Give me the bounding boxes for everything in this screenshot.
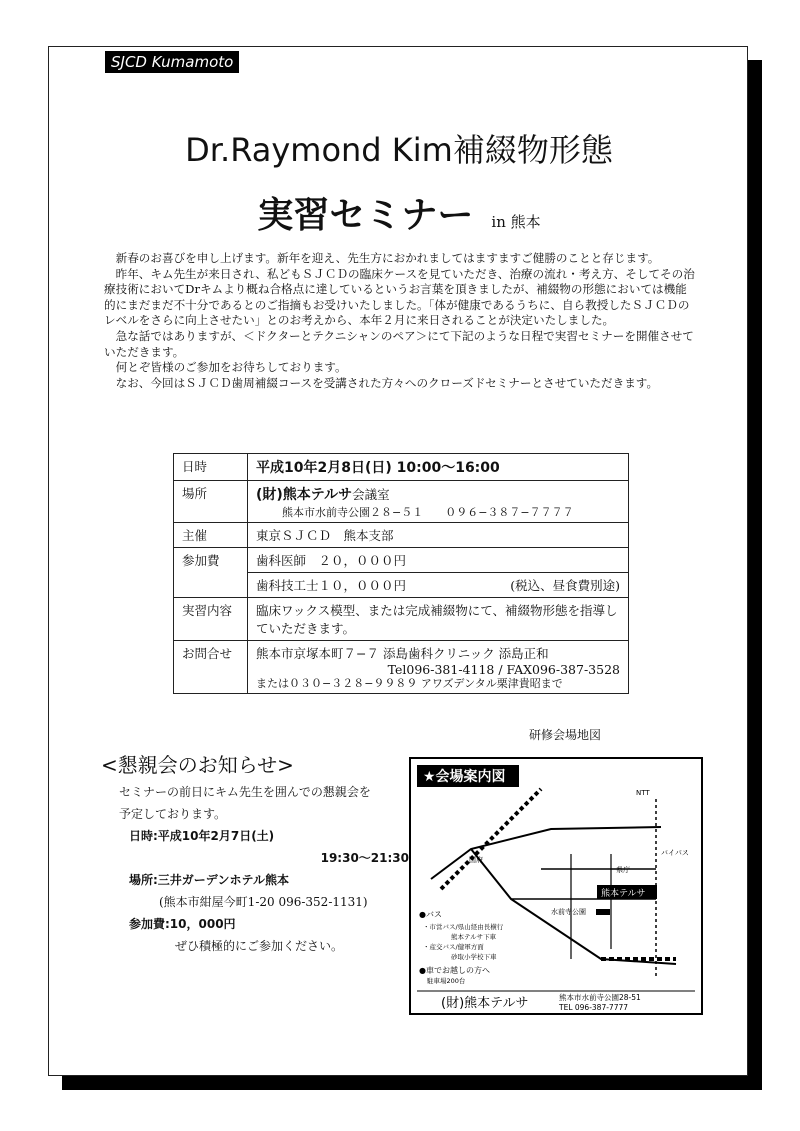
party-place: 場所:三井ガーデンホテル熊本 [129,873,289,887]
title-line-1: Dr.Raymond Kim補綴物形態 [185,131,613,169]
map-station-label: 国府 [469,856,483,864]
contact-line-2: Tel096-381-4118 / FAX096-387-3528 [387,662,620,677]
seminar-info-table [173,453,629,694]
table-row [174,481,629,523]
map-bus-3: ・産交バス/健軍方面 [423,943,484,951]
table-row [174,548,629,573]
fee-dentist: 歯科医師 ２０，０００円 [248,548,629,573]
intro-text [104,251,696,391]
title-sub: in 熊本 [491,213,541,231]
fee-technician: 歯科技工士１０，０００円 [256,578,407,593]
contact-line-3: または０３０−３２８−９９８９ アワズデンタル栗津貴昭まで [256,677,563,690]
party-date: 日時:平成10年2月7日(土) [129,829,275,843]
map-bus-4: 砂取小学校下車 [451,953,497,961]
place-address: 熊本市水前寺公園２８−５１ ０９６−３８７−７７７７ [282,506,574,519]
map-bus-title: ●バス [419,910,442,919]
map-footer-tel: TEL 096-387-7777 [559,1003,629,1012]
map-bus-1: ・市営バス/県山経由長横行 [423,923,504,931]
host-label: 主催 [174,523,248,548]
party-info [119,781,419,957]
intro-paragraph: 新春のお喜びを申し上げます。新年を迎え、先生方におかれましてはますますご健勝のことと存じます。 [115,251,660,265]
place-cell [248,481,629,523]
date-value: 平成10年2月8日(日) 10:00〜16:00 [248,454,629,481]
content-label: 実習内容 [174,598,248,641]
date-label: 日時 [174,454,248,481]
map-office-label: 県庁 [616,866,630,874]
party-line-1: セミナーの前日にキム先生を囲んでの懇親会を [119,785,371,799]
table-row [174,598,629,641]
map-ntt-label: NTT [636,789,650,797]
map-venue-label: 熊本テルサ [601,889,646,899]
contact-cell [248,641,629,694]
fee-note: (税込、昼食費別途) [510,578,620,593]
host-value: 東京ＳＪＣＤ 熊本支部 [248,523,629,548]
party-closing: ぜひ積極的にご参加ください。 [175,939,344,953]
map-park-label: 水前寺公園 [551,908,586,916]
fee-technician-cell [248,573,629,598]
place-room: 会議室 [352,487,390,502]
contact-label: お問合せ [174,641,248,694]
party-title: <懇親会のお知らせ> [101,753,294,777]
contact-line-1: 熊本市京塚本町７−７ 添島歯科クリニック 添島正和 [256,646,549,661]
fee-label: 参加費 [174,548,248,598]
map-bypass-label: バイパス [661,849,689,857]
party-address: (熊本市紺屋今町1-20 096-352-1131) [159,895,368,909]
content-value: 臨床ワックス模型、または完成補綴物にて、補綴物形態を指導していただきます。 [248,598,629,641]
table-row [174,641,629,694]
intro-paragraph: 急な話ではありますが、＜ドクターとテクニシャンのペア＞にて下記のような日程で実習セミナーを開催させていただきます。 [104,328,694,359]
party-line-2: 予定しております。 [119,807,227,821]
map-car-title: ●車でお越しの方へ [419,966,490,975]
party-time: 19:30〜21:30 [320,851,409,865]
place-label: 場所 [174,481,248,523]
intro-paragraph: 昨年、キム先生が来日され、私どもＳＪＣＤの臨床ケースを見ていただき、治療の流れ・考え方、そしてその治療技術においてDrキムより概ね合格点に達しているというお言葉を頂きましたが、補綴物の形態においては機能的にまだまだ不十分であるとのご指摘もお受けいたしました。「体が健康であるうちに、自ら教授したＳＪＣＤのレベルをさらに向上させたい」とのお考えから、本年２月に来日されることが決定いたしました。 [104,266,695,328]
place-name: (財)熊本テルサ [256,487,353,503]
title-main: 実習セミナー [257,195,474,236]
map-caption: 研修会場地図 [529,728,602,742]
party-fee: 参加費:10，000円 [129,917,236,931]
venue-map-svg [411,759,701,1013]
map-car-note: 駐車場200台 [427,977,466,985]
org-badge: SJCD Kumamoto [105,51,239,73]
intro-paragraph: なお、今回はＳＪＣＤ歯周補綴コースを受講された方々へのクローズドセミナーとさせていただきます。 [115,375,659,390]
title-line-2 [49,187,749,238]
map-footer-name: (財)熊本テルサ [441,996,529,1011]
map-footer-address: 熊本市水前寺公園28-51 [559,993,641,1002]
intro-paragraph: 何とぞ皆様のご参加をお待ちしております。 [115,360,347,375]
venue-map [409,757,703,1015]
flyer-page [48,46,748,1076]
table-row [174,523,629,548]
map-header: ★会場案内図 [423,769,506,785]
map-bus-2: 熊本テルサ下車 [451,933,497,941]
table-row [174,454,629,481]
